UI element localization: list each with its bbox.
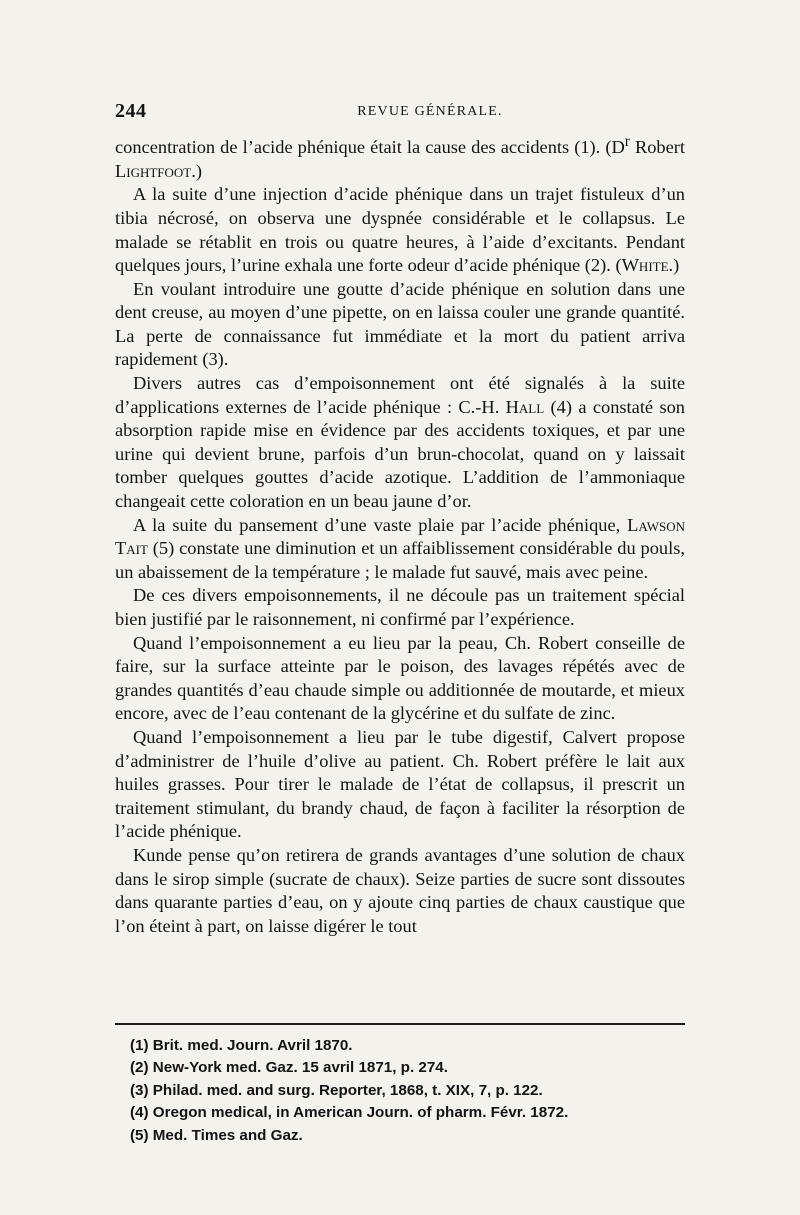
paragraph: [115, 584, 685, 631]
footnote-separator: [115, 1023, 685, 1025]
superscript: r: [624, 133, 630, 150]
paragraph: [115, 183, 685, 277]
text-run: Divers autres cas d’empoisonnement ont été signalés à la suite d’applications externes de l’acide phénique : C.-H.: [115, 373, 685, 417]
footnote: (1) Brit. med. Journ. Avril 1870.: [130, 1037, 353, 1054]
author-name: Lightfoot: [115, 160, 192, 181]
text-run: (4) a constaté son absorption rapide mise en évidence par des accidents toxiques, et par une urine qui devient brune, parfois d’un brun-chocolat, quand on y laissait tomber quelques gouttes d’acide azotique. L’addition de l’ammoniaque changeait cette coloration en un beau jaune d’or.: [115, 396, 685, 512]
text-run: A la suite du pansement d’une vaste plaie par l’acide phénique,: [133, 514, 628, 535]
paragraph: [115, 278, 685, 372]
paragraph: [115, 130, 685, 183]
text-run: (5) constate une diminution et un affaiblissement considérable du pouls, un abaissement de la température ; le malade fut sauvé, mais avec peine.: [115, 538, 685, 582]
footnote: (4) Oregon medical, in American Journ. of pharm. Févr. 1872.: [130, 1104, 569, 1122]
author-name: Hall: [505, 396, 545, 417]
paragraph: [115, 632, 685, 726]
paragraph: [115, 726, 685, 844]
text-run: Robert: [629, 137, 686, 158]
author-name: White: [621, 255, 669, 276]
text-run: A la suite d’une injection d’acide phénique dans un trajet fistuleux d’un tibia nécrosé, on observa une dyspnée considérable et le collapsus. Le malade se rétablit en trois ou quatre heures, à l’aide d’excitants. Pendant quelques jours, l’urine exhala une forte odeur d’acide phénique (2). (: [115, 184, 685, 276]
footnote: (2) New-York med. Gaz. 15 avril 1871, p. 274.: [130, 1059, 448, 1077]
running-title: REVUE GÉNÉRALE.: [357, 104, 503, 119]
text-run: Kunde pense qu’on retirera de grands avantages d’une solution de chaux dans le sirop simple (sucrate de chaux). Seize parties de sucre sont dissoutes dans quarante parties d’eau, on y ajoute cinq parties de chaux caustique que l’on éteint à part, on laisse digérer le tout: [115, 844, 685, 936]
footnote: (3) Philad. med. and surg. Reporter, 1868, t. XIX, 7, p. 122.: [130, 1081, 543, 1099]
page-header: [115, 100, 685, 124]
text-run: En voulant introduire une goutte d’acide phénique en solution dans une dent creuse, au moyen d’une pipette, on en laissa couler une grande quantité. La perte de connaissance fut immédiate et la mort du patient arriva rapidement (3).: [115, 278, 685, 370]
text-run: Quand l’empoisonnement a eu lieu par la peau, Ch. Robert conseille de faire, sur la surface atteinte par le poison, des lavages répétés avec de grandes quantités d’eau chaude simple ou additionnée de moutarde, et mieux encore, avec de l’eau contenant de la glycérine et du sulfate de zinc.: [115, 632, 685, 724]
paragraph: [115, 372, 685, 514]
body-text: [115, 130, 685, 938]
page-number: 244: [115, 100, 147, 122]
author-name: Lawson Tait: [115, 514, 685, 559]
text-run: concentration de l’acide phénique était la cause des accidents (1). (D: [115, 137, 625, 158]
text-run: Quand l’empoisonnement a lieu par le tube digestif, Calvert propose d’administrer de l’huile d’olive au patient. Ch. Robert préfère le lait aux huiles grasses. Pour tirer le malade de l’état de collapsus, il prescrit un traitement stimulant, du brandy chaud, de façon à faciliter la résorption de l’acide phénique.: [115, 726, 685, 842]
footnotes: [130, 1035, 685, 1147]
text-run: .): [191, 160, 202, 181]
paragraph: [115, 514, 685, 585]
footnote: (5) Med. Times and Gaz.: [130, 1126, 303, 1144]
text-run: .): [668, 255, 680, 276]
text-run: De ces divers empoisonnements, il ne découle pas un traitement spécial bien justifié par le raisonnement, ni confirmé par l’expérience.: [115, 585, 685, 629]
paragraph: [115, 844, 685, 938]
